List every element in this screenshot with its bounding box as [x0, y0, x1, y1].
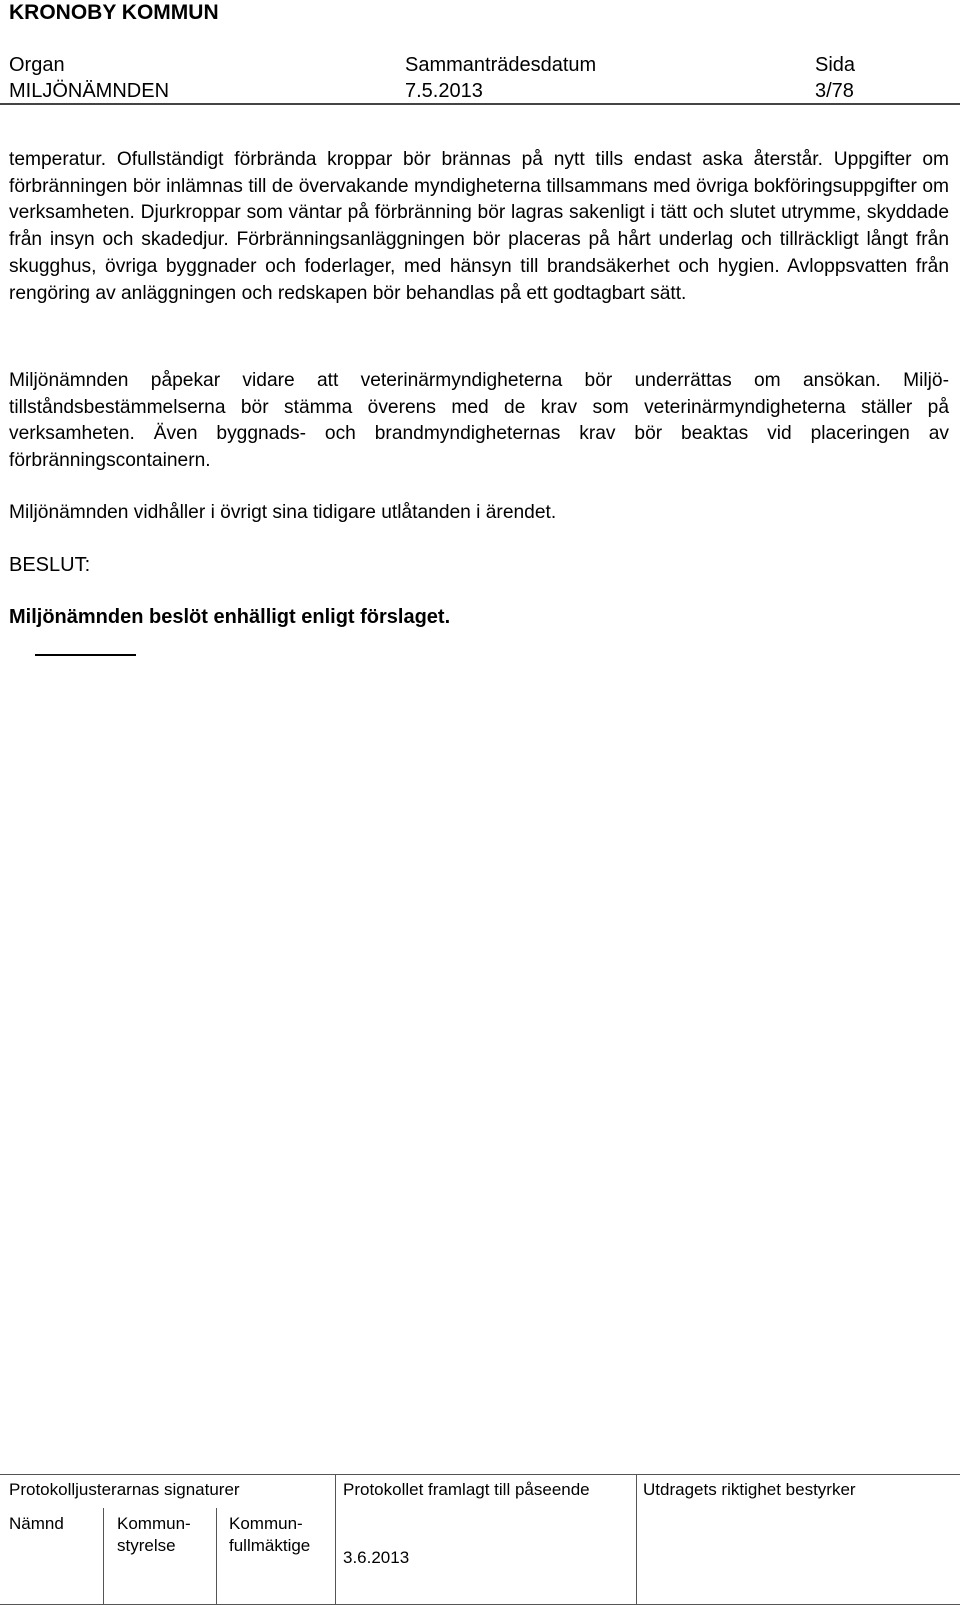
footer-divider [103, 1508, 104, 1604]
header-divider [0, 103, 960, 105]
organ-value: MILJÖNÄMNDEN [9, 80, 170, 102]
signatures-heading: Protokolljusterarnas signaturer [9, 1480, 240, 1499]
meeting-date-label: Sammanträdesdatum [405, 54, 597, 76]
signature-column-styrelse: styrelse [117, 1536, 176, 1555]
signature-column-fullmaktige: fullmäktige [229, 1536, 311, 1555]
presented-date: 3.6.2013 [343, 1548, 410, 1567]
signature-column-fullmaktige: Kommun- [229, 1514, 303, 1533]
certified-heading: Utdragets riktighet bestyrker [643, 1480, 856, 1499]
footer-top-border [0, 1474, 960, 1475]
meeting-date-value: 7.5.2013 [405, 80, 483, 102]
organ-label: Organ [9, 54, 65, 76]
footer-divider [335, 1474, 336, 1604]
footer-divider [216, 1508, 217, 1604]
signature-column-namnd: Nämnd [9, 1514, 64, 1533]
body-paragraph: Miljönämnden påpekar vidare att veterinärmyndigheterna bör underrättas om ansökan. Miljötillståndsbestämmelserna bör stämma överens med de krav som veterinärmyndigheterna ställer på verksamheten. Även byggnads- och brandmyndigheternas krav bör beaktas vid placeringen av förbränningscontainern. [9, 370, 949, 472]
footer-divider [636, 1474, 637, 1604]
presented-heading: Protokollet framlagt till påseende [343, 1480, 590, 1499]
decision-text: Miljönämnden beslöt enhälligt enligt förslaget. [9, 606, 451, 628]
decision-heading: BESLUT: [9, 554, 91, 576]
page-label: Sida [815, 54, 856, 76]
page-number: 3/78 [815, 80, 854, 102]
signature-footer [0, 1474, 960, 1605]
signature-column-styrelse: Kommun- [117, 1514, 191, 1533]
organization-name: KRONOBY KOMMUN [9, 1, 219, 24]
body-paragraph: temperatur. Ofullständigt förbrända kroppar bör brännas på nytt tills endast aska återstår. Uppgifter om förbränningen bör inlämnas till de övervakande myndigheterna tillsammans med övriga bokföringsuppgifter om verksamheten. Djurkroppar som väntar på förbränning bör lagras sakenligt i tätt och slutet utrymme, skyddade från insyn och skadedjur. Förbränningsanläggningen bör placeras på hårt underlag och tillräckligt långt från skugghus, övriga byggnader och foderlager, med hänsyn till brandsäkerhet och hygien. Avloppsvatten från rengöring av anläggningen och redskapen bör behandlas på ett godtagbart sätt. [9, 149, 949, 304]
body-paragraph: Miljönämnden vidhåller i övrigt sina tidigare utlåtanden i ärendet. [9, 502, 557, 523]
section-end-rule [35, 654, 136, 656]
